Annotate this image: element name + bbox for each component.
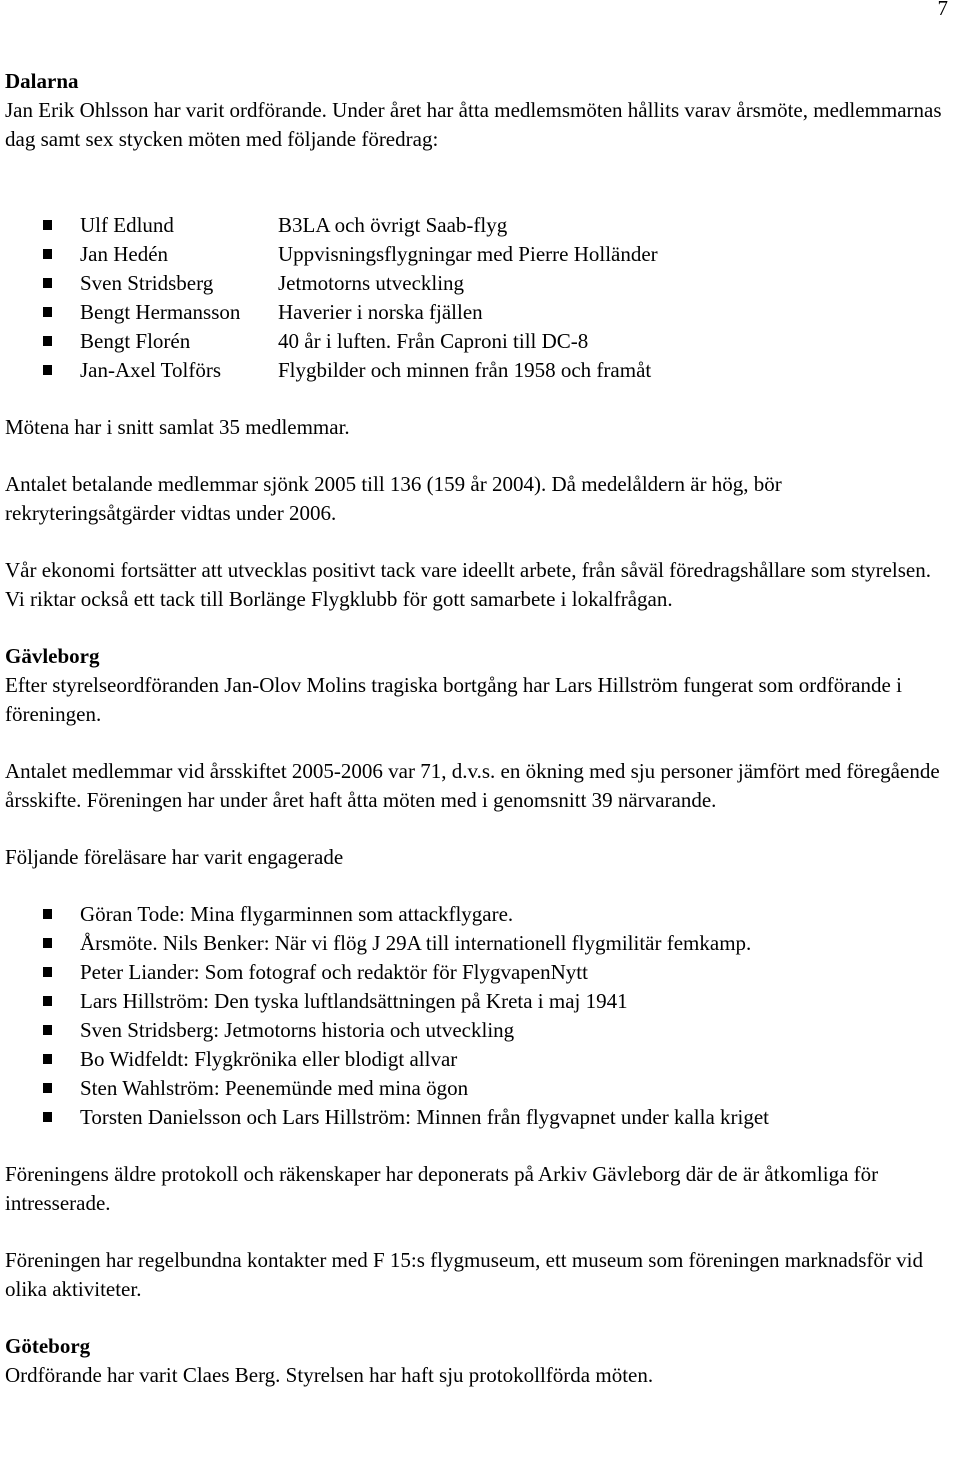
talk-topic: Haverier i norska fjällen [278,300,483,324]
goteborg-board: Ordförande har varit Claes Berg. Styrelsen har haft sju protokollförda möten. [5,1363,654,1387]
gavleborg-museum: Föreningen har regelbundna kontakter med F 15:s flygmuseum, ett museum som föreningen marknadsför vid olika aktiviteter. [5,1248,923,1301]
talk-speaker: Sven Stridsberg [80,271,214,295]
talk-speaker: Jan Hedén [80,242,169,266]
list-item [5,327,955,356]
talk-speaker: Ulf Edlund [80,213,174,237]
dalarna-membership: Antalet betalande medlemmar sjönk 2005 till 136 (159 år 2004). Då medelåldern är hög, bör rekryteringsåtgärder vidtas under 2006. [5,472,782,525]
list-item [5,298,955,327]
talk-topic: Uppvisningsflygningar med Pierre Holländer [278,242,658,266]
dalarna-intro: Jan Erik Ohlsson har varit ordförande. Under året har åtta medlemsmöten hållits varav årsmöte, medlemmarnas dag samt sex stycken möten med följande föredrag: [5,98,942,151]
list-item [5,240,955,269]
dalarna-economy: Vår ekonomi fortsätter att utvecklas positivt tack vare ideellt arbete, från såväl föredragshållare som styrelsen. Vi riktar också ett tack till Borlänge Flygklubb för gott samarbete i lokalfrågan. [5,558,931,611]
section-heading-dalarna: Dalarna [5,69,79,93]
list-item: Göran Tode: Mina flygarminnen som attackflygare. [5,900,955,929]
talk-speaker: Bengt Florén [80,329,191,353]
list-item: Lars Hillström: Den tyska luftlandsättningen på Kreta i maj 1941 [5,987,955,1016]
page-content [5,67,955,1390]
section-heading-goteborg: Göteborg [5,1334,91,1358]
gavleborg-membership: Antalet medlemmar vid årsskiftet 2005-2006 var 71, d.v.s. en ökning med sju personer jämfört med föregående årsskifte. Föreningen har under året haft åtta möten med i genomsnitt 39 närvarande. [5,759,940,812]
talk-topic: Jetmotorns utveckling [278,271,465,295]
dalarna-attendance: Mötena har i snitt samlat 35 medlemmar. [5,415,350,439]
list-item [5,269,955,298]
list-item: Peter Liander: Som fotograf och redaktör för FlygvapenNytt [5,958,955,987]
talk-list [5,211,955,385]
talk-topic: Flygbilder och minnen från 1958 och framåt [278,358,652,382]
talk-topic: B3LA och övrigt Saab-flyg [278,213,508,237]
gavleborg-archive: Föreningens äldre protokoll och räkenskaper har deponerats på Arkiv Gävleborg där de är åtkomliga för intresserade. [5,1162,879,1215]
gavleborg-lecturers-intro: Följande föreläsare har varit engagerade [5,845,344,869]
list-item: Bo Widfeldt: Flygkrönika eller blodigt allvar [5,1045,955,1074]
list-item [5,211,955,240]
page-number: 7 [937,0,948,20]
list-item: Sten Wahlström: Peenemünde med mina ögon [5,1074,955,1103]
talk-speaker: Bengt Hermansson [80,300,241,324]
list-item [5,356,955,385]
list-item: Sven Stridsberg: Jetmotorns historia och utveckling [5,1016,955,1045]
gavleborg-chair: Efter styrelseordföranden Jan-Olov Molins tragiska bortgång har Lars Hillström fungerat som ordförande i föreningen. [5,673,902,726]
list-item: Årsmöte. Nils Benker: När vi flög J 29A till internationell flygmilitär femkamp. [5,929,955,958]
lecture-list [5,900,955,1132]
list-item: Torsten Danielsson och Lars Hillström: Minnen från flygvapnet under kalla kriget [5,1103,955,1132]
section-heading-gavleborg: Gävleborg [5,644,100,668]
talk-speaker: Jan-Axel Tolförs [80,358,222,382]
talk-topic: 40 år i luften. Från Caproni till DC-8 [278,329,589,353]
